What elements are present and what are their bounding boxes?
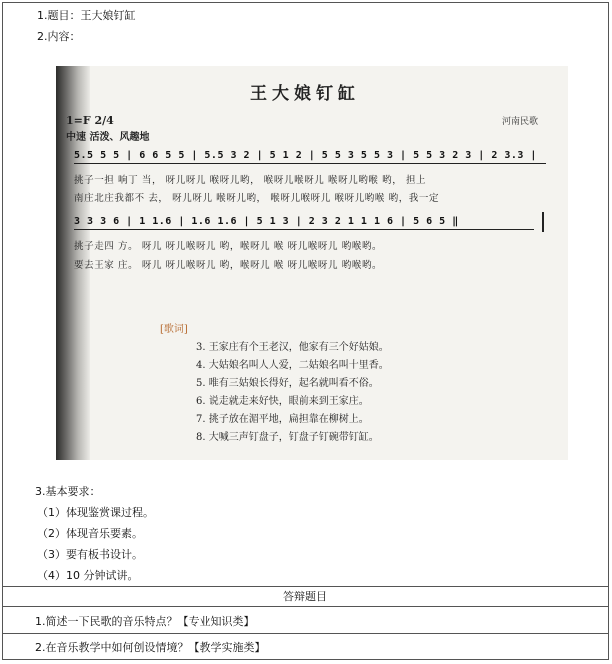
verse-6: 6. 说走就走来好快，眼前来到王家庄。 [196, 396, 369, 407]
lyrics-line-2b: 要去王家 庄。 呀儿 呀儿喉呀儿 哟，喉呀儿 喉 呀儿喉呀儿 哟喉哟。 [74, 260, 383, 271]
requirement-3: （3）要有板书设计。 [37, 548, 143, 561]
requirement-1: （1）体现鉴赏课过程。 [37, 506, 154, 519]
defense-question-1: 1.简述一下民歌的音乐特点？【专业知识类】 [35, 615, 255, 628]
song-title: 王大娘钉缸 [250, 84, 360, 104]
beam-line-1 [74, 163, 546, 164]
lyrics-line-1b: 南庄北庄我都不 去， 呀儿呀儿 喉呀儿哟， 喉呀儿喉呀儿 喉呀儿哟喉 哟，我一定 [74, 193, 440, 204]
verse-3: 3. 王家庄有个王老汉，他家有三个好姑娘。 [196, 342, 389, 353]
verse-8: 8. 大喊三声钉盘子，钉盘子钉碗带钉缸。 [196, 432, 379, 443]
final-barline [542, 212, 544, 232]
tempo-marking: 中速 活泼、风趣地 [66, 132, 150, 143]
notation-line-1: 5.5 5 5 | 6 6 5 5 | 5.5 3 2 | 5 1 2 | 5 5 3 5 5 3 | 5 5 3 2 3 | 2 3.3 | [74, 150, 537, 161]
sheet-music-image [56, 66, 568, 460]
verse-4: 4. 大姑娘名叫人人爱，二姑娘名叫十里香。 [196, 360, 389, 371]
requirement-4: （4）10 分钟试讲。 [37, 569, 139, 582]
lyrics-line-1a: 挑子一担 响丁 当， 呀儿呀儿 喉呀儿哟， 喉呀儿喉呀儿 喉呀儿哟喉 哟， 担上 [74, 175, 427, 186]
key-signature: 1=F 2/4 [66, 114, 114, 127]
verse-5: 5. 唯有三姑娘长得好，起名就叫看不俗。 [196, 378, 379, 389]
beam-line-2 [74, 229, 534, 230]
divider-2 [2, 606, 609, 607]
notation-line-2: 3 3 3 6 | 1 1.6 | 1.6 1.6 | 5 1 3 | 2 3 2 1 1 1 6 | 5 6 5 ‖ [74, 216, 459, 227]
question-title: 1.题目：王大娘钉缸 [37, 9, 136, 22]
content-label: 2.内容： [37, 30, 81, 43]
defense-header: 答辩题目 [283, 590, 327, 603]
defense-question-2: 2.在音乐教学中如何创设情境？【教学实施类】 [35, 641, 266, 654]
requirement-2: （2）体现音乐要素。 [37, 527, 143, 540]
song-origin: 河南民歌 [502, 117, 539, 127]
divider-1 [2, 586, 609, 587]
lyrics-heading: [歌词] [160, 324, 188, 335]
lyrics-line-2a: 挑子走四 方。 呀儿 呀儿喉呀儿 哟，喉呀儿 喉 呀儿喉呀儿 哟喉哟。 [74, 241, 383, 252]
requirements-label: 3.基本要求： [35, 485, 101, 498]
verse-7: 7. 挑子放在湄平地，扁担靠在柳树上。 [196, 414, 369, 425]
divider-3 [2, 633, 609, 634]
